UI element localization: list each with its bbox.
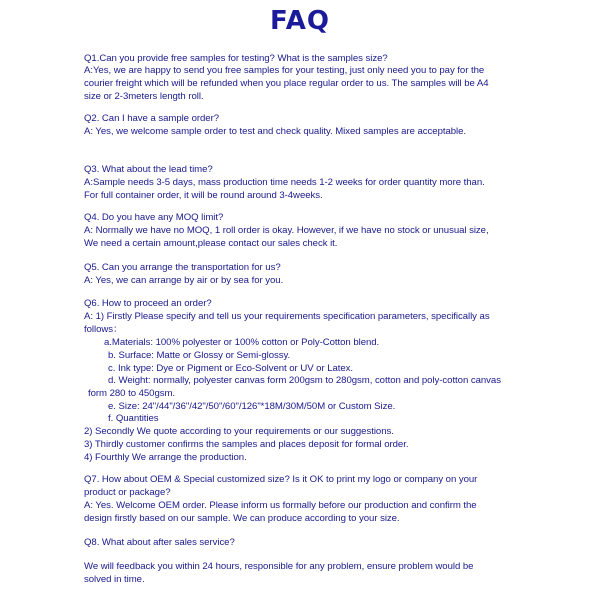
- answer-6-item-d-cont: form 280 to 450gsm.: [88, 388, 176, 399]
- answer-1-line-3: size or 2-3meters length roll.: [84, 91, 204, 102]
- question-5: Q5. Can you arrange the transportation for us?: [84, 262, 281, 273]
- answer-6-step-2: 2) Secondly We quote according to your requirements or our suggestions.: [84, 426, 394, 437]
- answer-5: A: Yes, we can arrange by air or by sea for you.: [84, 275, 284, 286]
- answer-6-item-a: a.Materials: 100% polyester or 100% cotton or Poly-Cotton blend.: [104, 337, 380, 348]
- answer-8-line-1: We will feedback you within 24 hours, responsible for any problem, ensure problem would be: [84, 561, 474, 572]
- question-4: Q4. Do you have any MOQ limit?: [84, 212, 224, 223]
- answer-4-line-1: A: Normally we have no MOQ, 1 roll order is okay. However, if we have no stock or unusual size,: [84, 225, 489, 236]
- question-2: Q2. Can I have a sample order?: [84, 113, 220, 124]
- answer-6-item-f: f. Quantities: [108, 413, 159, 424]
- answer-3-line-2: For full container order, it will be round around 3-4weeks.: [84, 190, 323, 201]
- answer-6-item-c: c. Ink type: Dye or Pigment or Eco-Solvent or UV or Latex.: [108, 363, 354, 374]
- answer-6-step-4: 4) Fourthly We arrange the production.: [84, 452, 247, 463]
- answer-6-item-b: b. Surface: Matte or Glossy or Semi-glossy.: [108, 350, 291, 361]
- answer-4-line-2: We need a certain amount,please contact our sales check it.: [84, 238, 338, 249]
- question-7-line-1: Q7. How about OEM & Special customized size? Is it OK to print my logo or company on your: [84, 474, 478, 485]
- page-title: FAQ: [269, 6, 330, 36]
- answer-6-item-d: d. Weight: normally, polyester canvas form 200gsm to 280gsm, cotton and poly-cotton canvas: [108, 375, 501, 386]
- answer-1-line-1: A:Yes, we are happy to send you free samples for your testing, just only need you to pay for the: [84, 65, 485, 76]
- question-7-line-2: product or package?: [84, 487, 171, 498]
- question-6: Q6. How to proceed an order?: [84, 298, 212, 309]
- answer-2: A: Yes, we welcome sample order to test and check quality. Mixed samples are acceptable.: [84, 126, 467, 137]
- answer-6-step-3: 3) Thirdly customer confirms the samples and places deposit for formal order.: [84, 439, 409, 450]
- answer-1-line-2: courier freight which will be refunded when you place regular order to us. The samples will be A4: [84, 78, 489, 89]
- answer-7-line-1: A: Yes. Welcome OEM order. Please inform us formally before our production and confirm the: [84, 500, 477, 511]
- answer-3-line-1: A:Sample needs 3-5 days, mass production time needs 1-2 weeks for order quantity more than.: [84, 177, 485, 188]
- question-8: Q8. What about after sales service?: [84, 537, 235, 548]
- answer-7-line-2: design firstly based on our sample. We can produce according to your size.: [84, 513, 400, 524]
- answer-6-line-2: follows：: [84, 324, 123, 335]
- answer-6-line-1: A: 1) Firstly Please specify and tell us your requirements specification parameters, specifically as: [84, 311, 490, 322]
- answer-8-line-2: solved in time.: [84, 574, 145, 585]
- question-1: Q1.Can you provide free samples for testing? What is the samples size?: [84, 53, 388, 64]
- answer-6-item-e: e. Size: 24"/44"/36"/42"/50"/60"/126"*18M/30M/50M or Custom Size.: [108, 401, 396, 412]
- question-3: Q3. What about the lead time?: [84, 164, 213, 175]
